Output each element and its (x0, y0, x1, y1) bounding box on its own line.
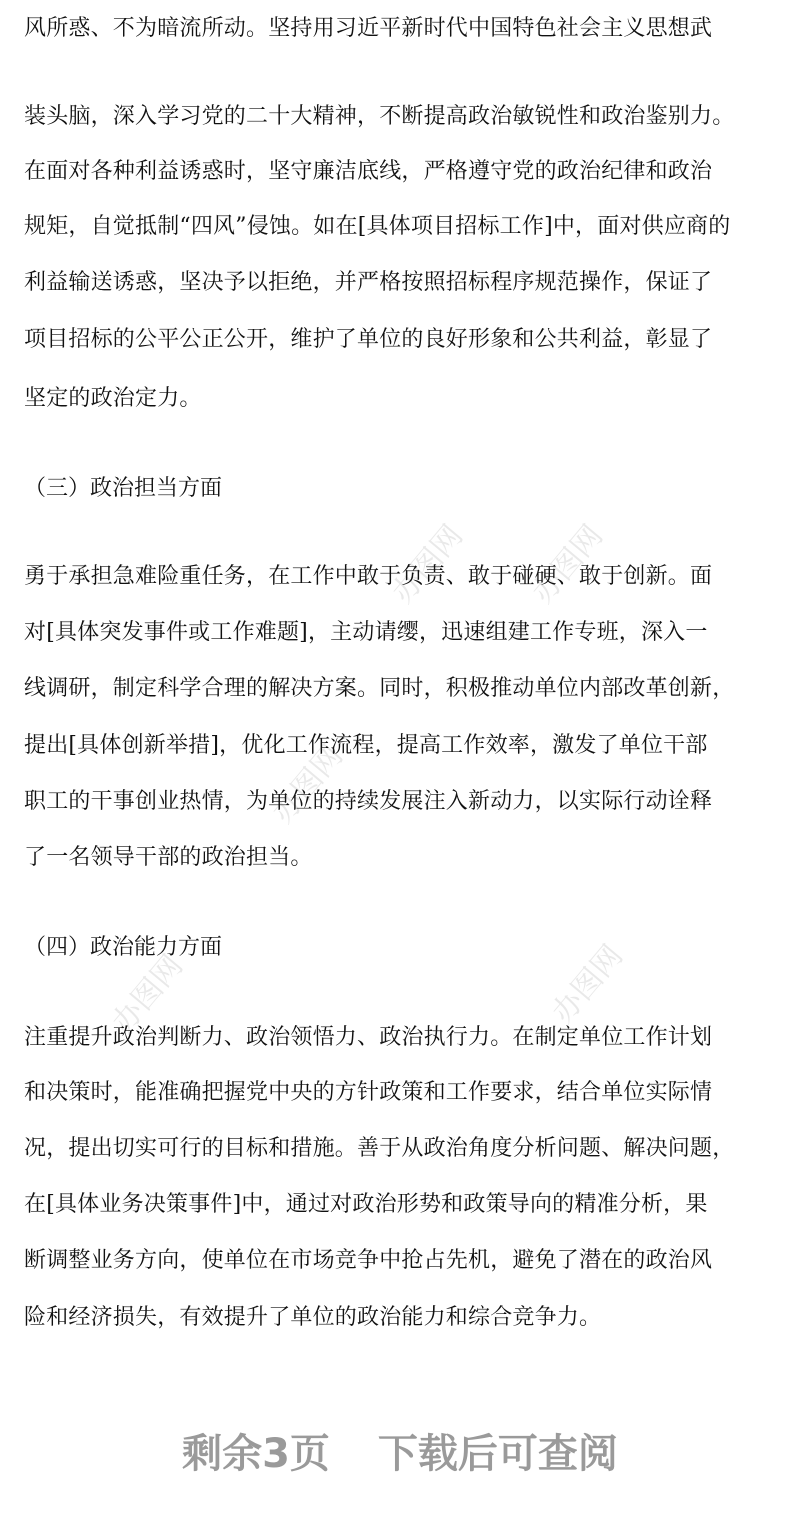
text-line: 对[具体突发事件或工作难题]，主动请缨，迅速组建工作专班，深入一 (24, 620, 708, 645)
text-line: 项目招标的公平公正公开，维护了单位的良好形象和公共利益，彰显了 (24, 327, 713, 352)
download-prompt-banner[interactable] (0, 1428, 800, 1480)
section-heading-political-responsibility: （三）政治担当方面 (24, 476, 223, 501)
text-line: 线调研，制定科学合理的解决方案。同时，积极推动单位内部改革创新， (24, 676, 735, 701)
text-line: 提出[具体创新举措]，优化工作流程，提高工作效率，激发了单位干部 (24, 733, 708, 758)
text-line: 和决策时，能准确把握党中央的方针政策和工作要求，结合单位实际情 (24, 1080, 713, 1105)
watermark: 办图网 (265, 738, 351, 830)
text-line: 在面对各种利益诱惑时，坚守廉洁底线，严格遵守党的政治纪律和政治 (24, 159, 713, 184)
text-line: 风所惑、不为暗流所动。坚持用习近平新时代中国特色社会主义思想武 (24, 16, 713, 41)
watermark: 办图网 (105, 948, 191, 1040)
remaining-pages-text: 剩余3页 (182, 1431, 330, 1477)
text-line: 险和经济损失，有效提升了单位的政治能力和综合竞争力。 (24, 1305, 602, 1330)
text-line: 况，提出切实可行的目标和措施。善于从政治角度分析问题、解决问题， (24, 1136, 735, 1161)
text-line: 规矩，自觉抵制“四风”侵蚀。如在[具体项目招标工作]中，面对供应商的 (24, 214, 731, 239)
text-line: 了一名领导干部的政治担当。 (24, 845, 313, 870)
watermark: 办图网 (385, 518, 471, 610)
text-line: 利益输送诱惑，坚决予以拒绝，并严格按照招标程序规范操作，保证了 (24, 270, 713, 295)
text-line: 注重提升政治判断力、政治领悟力、政治执行力。在制定单位工作计划 (24, 1025, 713, 1050)
watermark: 办图网 (525, 518, 611, 610)
text-line: 断调整业务方向，使单位在市场竞争中抢占先机，避免了潜在的政治风 (24, 1248, 713, 1273)
section-heading-political-capability: （四）政治能力方面 (24, 935, 223, 960)
text-line: 坚定的政治定力。 (24, 386, 202, 411)
download-to-view-text: 下载后可查阅 (377, 1431, 618, 1477)
text-line: 勇于承担急难险重任务，在工作中敢于负责、敢于碰硬、敢于创新。面 (24, 564, 713, 589)
watermark: 办图网 (545, 938, 631, 1030)
text-line: 装头脑，深入学习党的二十大精神，不断提高政治敏锐性和政治鉴别力。 (24, 104, 735, 129)
text-line: 职工的干事创业热情，为单位的持续发展注入新动力，以实际行动诠释 (24, 789, 713, 814)
text-line: 在[具体业务决策事件]中，通过对政治形势和政策导向的精准分析，果 (24, 1192, 708, 1217)
